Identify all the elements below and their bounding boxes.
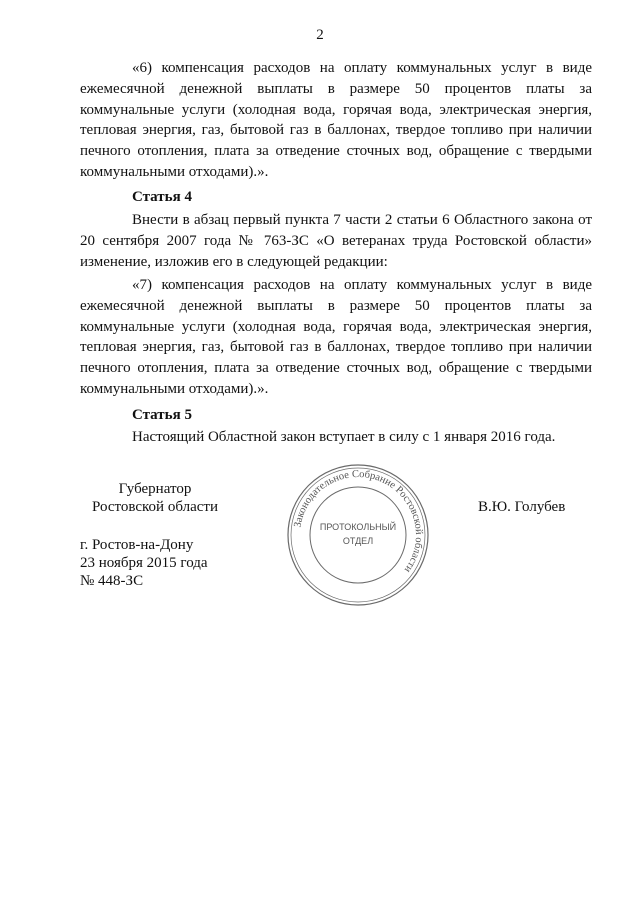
page-number: 2 [316,27,324,43]
seal-ring-text: Законодательное Собрание Ростовской области [292,468,425,575]
city: г. Ростов-на-Дону [80,537,194,553]
official-seal [285,462,431,608]
article-4-quote: «7) компенсация расходов на оплату коммунальных услуг в виде ежемесячной денежной выплаты в размере 50 процентов платы за коммунальные услуги (холодная вода, горячая вода, электрическая энергия, тепловая энергия, газ, бытовой газ в баллонах, твердое топливо при наличии печного отопления, плата за отведение сточных вод, обращение с твердыми коммунальными отходами).». [80,277,592,397]
article-5-heading: Статья 5 [132,407,192,423]
paragraph-item-6: «6) компенсация расходов на оплату коммунальных услуг в виде ежемесячной денежной выплаты в размере 50 процентов платы за коммунальные услуги (холодная вода, горячая вода, электрическая энергия, тепловая энергия, газ, бытовой газ в баллонах, твердое топливо при наличии печного отопления, плата за отведение сточных вод, обращение с твердыми коммунальными отходами).». [80,60,592,180]
article-4-intro: Внести в абзац первый пункта 7 части 2 статьи 6 Областного закона от 20 сентября 2007 года № 763-ЗС «О ветеранах труда Ростовской области» изменение, изложив его в следующей редакции: [80,212,592,270]
law-number: № 448-ЗС [80,573,144,589]
seal-center-line1: ПРОТОКОЛЬНЫЙ [319,522,397,532]
signatory-title-line1: Губернатор [118,481,192,497]
signatory-name: В.Ю. Голубев [478,499,566,515]
date: 23 ноября 2015 года [80,555,208,571]
signatory-title-line2: Ростовской области [92,499,218,515]
article-5-text: Настоящий Областной закон вступает в силу с 1 января 2016 года. [132,429,556,445]
article-4-heading: Статья 4 [132,189,192,205]
seal-center-line2: ОТДЕЛ [342,536,374,546]
